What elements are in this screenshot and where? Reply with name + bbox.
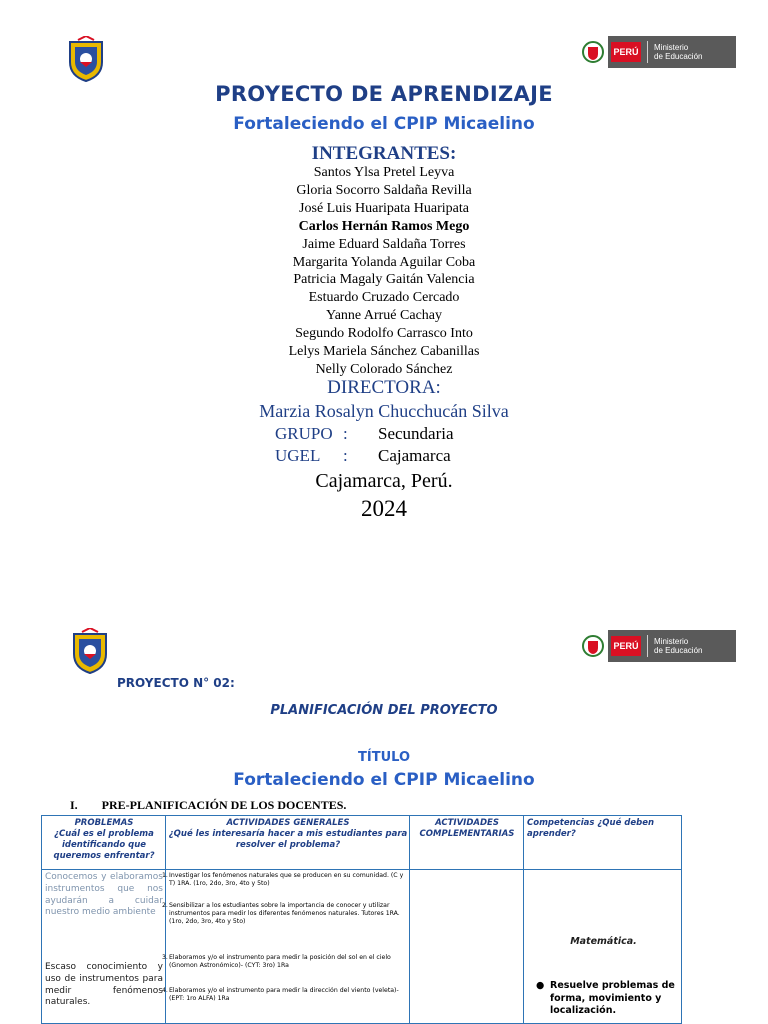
math-heading: Matemática.: [570, 936, 637, 947]
header-problems: PROBLEMAS ¿Cuál es el problema identificando que queremos enfrentar?: [53, 818, 155, 861]
director-name: Marzia Rosalyn Chucchucán Silva: [259, 401, 509, 421]
bullet-icon: ●: [536, 980, 545, 991]
ministry-label: Ministerio de Educación: [654, 637, 703, 655]
member-name: José Luis Huaripata Huaripata: [299, 200, 469, 216]
title-label: TÍTULO: [358, 750, 410, 765]
school-crest-logo: [70, 628, 110, 674]
city: Cajamarca, Perú.: [315, 470, 453, 492]
header-complementary-activities: ACTIVIDADES COMPLEMENTARIAS: [419, 818, 515, 839]
section-heading: I. PRE-PLANIFICACIÓN DE LOS DOCENTES.: [70, 798, 347, 812]
member-name: Estuardo Cruzado Cercado: [308, 290, 460, 306]
peru-coat-of-arms-icon: [578, 630, 608, 662]
member-name: Lelys Mariela Sánchez Cabanillas: [288, 344, 480, 360]
member-name: Carlos Hernán Ramos Mego: [298, 218, 470, 234]
planning-table: [41, 815, 682, 1024]
member-name: Yanne Arrué Cachay: [326, 308, 442, 324]
activity-item: 2. Sensibilizar a los estudiantes sobre la importancia de conocer y utilizar instrumentos para medir los diferentes fenómenos naturales. Tutores 1RA. (1ro, 2do, 3ro, 4to y 5to): [162, 902, 400, 925]
ministry-of-education-logo: [578, 630, 736, 662]
ugel-colon: :: [343, 446, 348, 465]
members-heading: INTEGRANTES:: [311, 143, 457, 164]
planning-title: PLANIFICACIÓN DEL PROYECTO: [270, 703, 498, 718]
school-crest-logo: [66, 36, 106, 82]
group-label: GRUPO: [275, 424, 333, 443]
member-name: Santos Ylsa Pretel Leyva: [313, 165, 455, 180]
peru-label: PERÚ: [611, 636, 641, 656]
member-name: Patricia Magaly Gaitán Valencia: [293, 272, 475, 288]
activity-item: 4. Elaboramos y/o el instrumento para medir la dirección del viento (veleta)- (EPT: 1ro ALFA) 1Ra: [162, 987, 399, 1002]
group-colon: :: [343, 424, 348, 443]
members-list: [0, 164, 768, 379]
ugel-value: Cajamarca: [378, 446, 451, 465]
project-number: PROYECTO N° 02:: [117, 676, 235, 690]
project-title: Fortaleciendo el CPIP Micaelino: [233, 770, 535, 790]
member-name: Gloria Socorro Saldaña Revilla: [296, 182, 472, 198]
header-competencies: Competencias ¿Qué deben aprender?: [527, 818, 655, 839]
member-name: Margarita Yolanda Aguilar Coba: [292, 254, 476, 270]
ugel-label: UGEL: [275, 446, 321, 465]
peru-label: PERÚ: [611, 42, 641, 62]
header-general-activities: ACTIVIDADES GENERALES ¿Qué les interesaría hacer a mis estudiantes para resolver el problema?: [168, 818, 408, 850]
member-name: Segundo Rodolfo Carrasco Into: [295, 326, 473, 342]
director-heading: DIRECTORA:: [327, 377, 441, 398]
year: 2024: [361, 496, 407, 521]
ministry-of-education-logo: [578, 36, 736, 68]
member-name: Nelly Colorado Sánchez: [315, 361, 453, 377]
member-name: Jaime Eduard Saldaña Torres: [302, 236, 466, 252]
cover-title: PROYECTO DE APRENDIZAJE: [215, 82, 553, 106]
cover-subtitle: Fortaleciendo el CPIP Micaelino: [233, 114, 535, 134]
ministry-label: Ministerio de Educación: [654, 43, 703, 61]
peru-coat-of-arms-icon: [578, 36, 608, 68]
group-value: Secundaria: [378, 424, 454, 443]
activity-item: 3. Elaboramos y/o el instrumento para medir la posición del sol en el cielo (Gnomon Astronómico)- (CYT: 3ro) 1Ra: [162, 954, 391, 969]
problem-statement: Conocemos y elaboramos instrumentos que nos ayudarán a cuidar nuestro medio ambiente: [45, 872, 163, 918]
activity-item: 1. Investigar los fenómenos naturales que se producen en su comunidad. (C y T) 1RA. (1ro, 2do, 3ro, 4to y 5to): [162, 872, 404, 887]
competency-item: ● Resuelve problemas de forma, movimiento y localización.: [536, 980, 675, 1017]
problem-description: Escaso conocimiento y uso de instrumentos para medir fenómenos naturales.: [45, 962, 163, 1008]
